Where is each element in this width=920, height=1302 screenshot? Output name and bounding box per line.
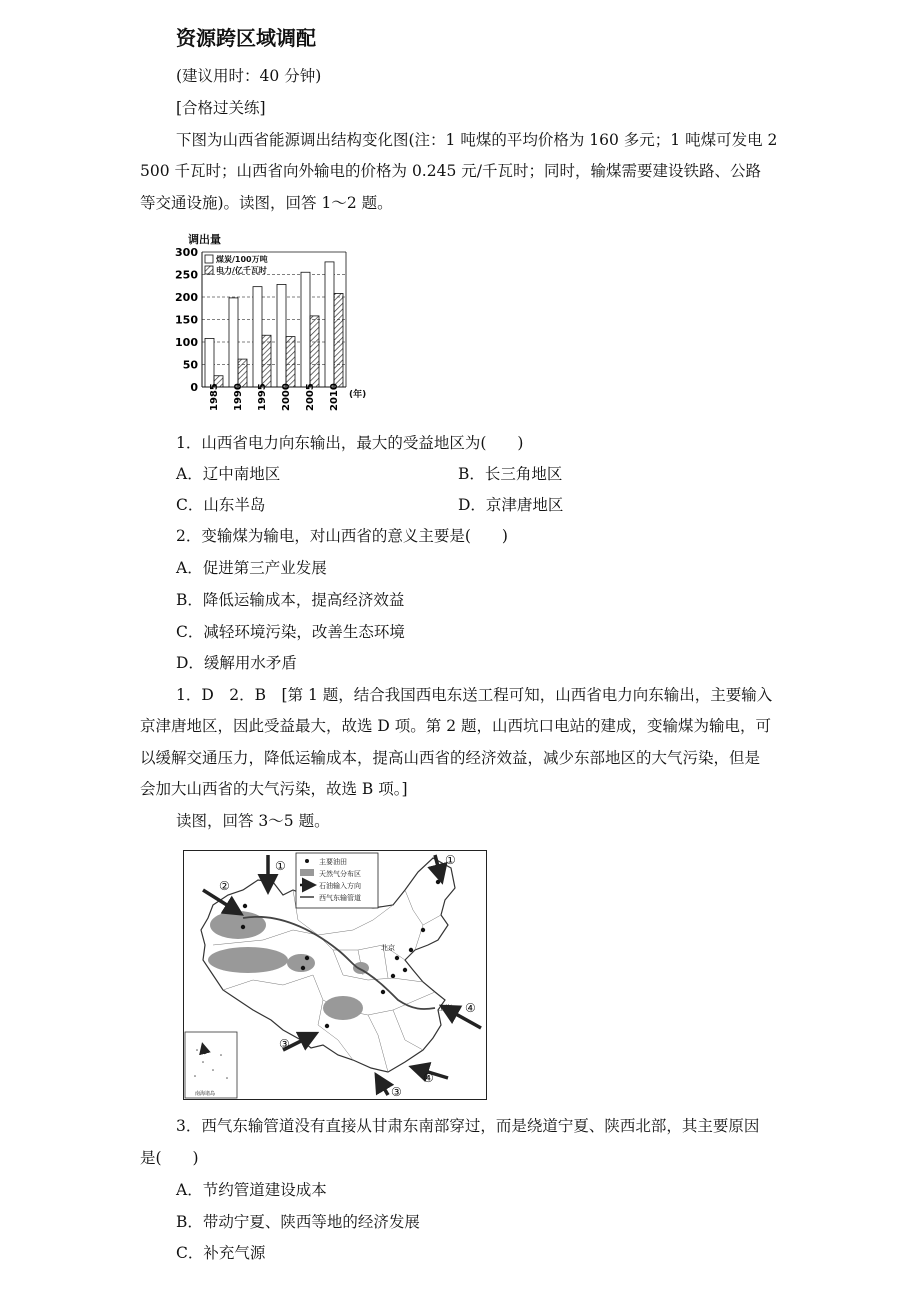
south-china-sea-inset (185, 1032, 237, 1098)
energy-export-chart (175, 230, 378, 411)
intro-line: 等交通设施)。读图，回答 1～2 题。 (140, 194, 393, 212)
answer-line: 1．D 2．B [第 1 题，结合我国西电东送工程可知，山西省电力向东输出，主要输入 (176, 686, 773, 704)
legend-oil-direction: 石油输入方向 (319, 882, 361, 890)
arrow-label-3-west: ③ (279, 1037, 290, 1051)
bar-power (238, 359, 247, 387)
bar-power (334, 293, 343, 387)
intro-line: 500 千瓦时；山西省向外输电的价格为 0.245 元/千瓦时；同时，输煤需要建设铁路、公路 (140, 162, 761, 180)
answer-line: 以缓解交通压力，降低运输成本，提高山西省的经济效益，减少东部地区的大气污染，但是 (140, 749, 761, 767)
arrow-label-3-south: ③ (391, 1085, 402, 1099)
bar-coal (325, 262, 334, 387)
x-tick-label: 1990 (233, 383, 244, 411)
legend-oilfield: 主要油田 (319, 858, 347, 866)
read-map-prompt: 读图，回答 3～5 题。 (176, 812, 330, 830)
china-energy-map (183, 850, 487, 1100)
y-tick-label: 0 (190, 381, 198, 394)
q1-option-a: A．辽中南地区 (176, 465, 281, 483)
page-title: 资源跨区域调配 (176, 26, 316, 50)
answer-line: 京津唐地区，因此受益最大，故选 D 项。第 2 题，山西坑口电站的建成，变输煤为输电，可 (140, 717, 771, 735)
legend-label-coal: 煤炭/100万吨 (216, 255, 268, 264)
bar-coal (277, 284, 286, 387)
question-2-stem: 2．变输煤为输电，对山西省的意义主要是( ) (176, 527, 508, 545)
chart-ylabel: 调出量 (188, 233, 221, 246)
legend-label-power: 电力/亿千瓦时 (216, 266, 267, 275)
arrow-label-1-west: ① (275, 859, 286, 873)
inset-label: 南海诸岛 (195, 1091, 216, 1097)
question-3-stem: 3．西气东输管道没有直接从甘肃东南部穿过，而是绕道宁夏、陕西北部，其主要原因 (176, 1117, 760, 1135)
intro-line: 下图为山西省能源调出结构变化图(注：1 吨煤的平均价格为 160 多元；1 吨煤可发电 2 (176, 131, 778, 149)
q2-option-c: C．减轻环境污染，改善生态环境 (176, 623, 405, 641)
y-tick-label: 50 (182, 358, 198, 372)
bar-coal (229, 298, 238, 387)
x-tick-label: 2005 (305, 383, 316, 411)
legend-pipeline: 西气东输管道 (319, 894, 361, 902)
arrow-label-1-east: ① (445, 853, 456, 867)
question-1-stem: 1．山西省电力向东输出，最大的受益地区为( ) (176, 434, 524, 452)
bar-coal (205, 338, 214, 387)
chart-xlabel: (年) (349, 390, 367, 400)
arrow-label-2: ② (219, 879, 230, 893)
q1-option-d: D．京津唐地区 (458, 496, 564, 514)
arrow-label-4-south: ④ (423, 1071, 434, 1085)
bar-power (286, 337, 295, 387)
y-tick-label: 150 (175, 313, 198, 327)
bar-power (310, 316, 319, 387)
label-beijing: 北京 (381, 944, 395, 952)
x-tick-label: 1985 (209, 383, 220, 411)
q3-option-a: A．节约管道建设成本 (176, 1181, 327, 1199)
chart-legend (205, 254, 268, 275)
y-tick-label: 200 (175, 291, 198, 304)
q3-option-b: B．带动宁夏、陕西等地的经济发展 (176, 1213, 420, 1231)
label-shanghai: 上海 (438, 1004, 452, 1012)
x-tick-label: 1995 (257, 383, 268, 411)
legend-swatch-coal (205, 255, 213, 263)
question-3-stem-cont: 是( ) (140, 1149, 199, 1167)
time-note: (建议用时：40 分钟) (176, 67, 322, 85)
q3-option-c: C．补充气源 (176, 1244, 266, 1262)
arrow-label-4-east: ④ (465, 1001, 476, 1015)
bar-coal (253, 287, 262, 387)
y-tick-label: 250 (175, 268, 198, 282)
legend-swatch-power (205, 266, 213, 274)
x-tick-label: 2010 (329, 383, 340, 411)
legend-gas: 天然气分布区 (319, 870, 361, 878)
x-tick-label: 2000 (281, 383, 292, 411)
q2-option-a: A．促进第三产业发展 (176, 559, 327, 577)
q1-option-b: B．长三角地区 (458, 465, 563, 483)
y-tick-label: 300 (175, 246, 198, 259)
bar-coal (301, 272, 310, 387)
y-tick-label: 100 (175, 336, 198, 349)
section-heading: [合格过关练] (176, 99, 266, 117)
answer-line: 会加大山西省的大气污染，故选 B 项。] (140, 780, 408, 798)
q1-option-c: C．山东半岛 (176, 496, 266, 514)
q2-option-b: B．降低运输成本，提高经济效益 (176, 591, 405, 609)
q2-option-d: D．缓解用水矛盾 (176, 654, 297, 672)
bar-power (262, 335, 271, 387)
